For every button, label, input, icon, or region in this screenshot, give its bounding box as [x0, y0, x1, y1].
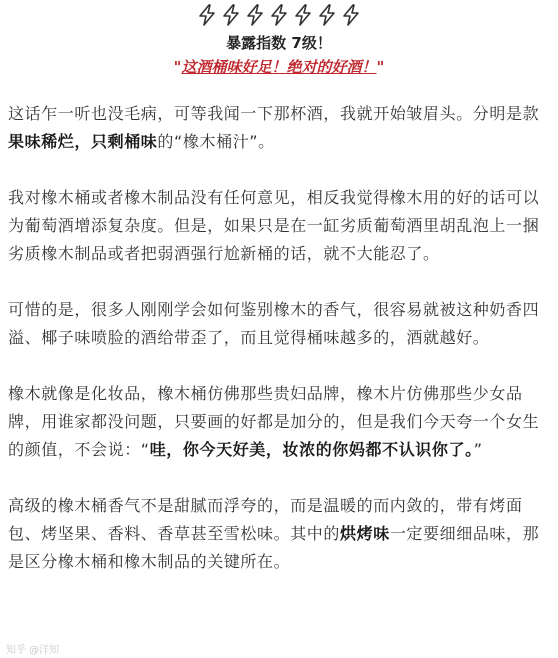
lightning-rating	[0, 4, 558, 28]
exposure-index-title: 暴露指数 7级！	[226, 34, 332, 52]
watermark: 知乎 @洋知	[6, 645, 60, 656]
quote-close-mark: "	[376, 58, 385, 76]
emphasis-text: 烘烤味	[340, 524, 390, 543]
paragraph-text: 这话乍一听也没毛病，可等我闻一下那杯酒，我就开始皱眉头。分明是款	[8, 104, 540, 123]
lightning-bolt-icon	[341, 4, 361, 26]
paragraph-5	[8, 492, 550, 576]
paragraph-1	[8, 100, 550, 156]
paragraph-text: 一定要细细品味，那是区分橡木桶和橡木制品的关键所在。	[8, 524, 540, 571]
paragraph-text: 高级的橡木桶香气不是甜腻而浮夸的，而是温暖的而内敛的，带有烤面包、烤坚果、香料、香草甚至雪松味。其中的	[8, 496, 523, 543]
paragraph-3	[8, 296, 550, 352]
paragraph-text: 的“橡木桶汁”。	[157, 132, 275, 151]
paragraph-2	[8, 184, 550, 268]
lightning-bolt-icon	[269, 4, 289, 26]
article-header	[0, 0, 558, 78]
lightning-bolt-icon	[197, 4, 217, 26]
quote-text: 这酒桶味好足！绝对的好酒！	[181, 58, 377, 76]
paragraph-text: 可惜的是，很多人刚刚学会如何鉴别橡木的香气，很容易就被这种奶香四溢、椰子味喷脸的酒给带歪了，而且觉得桶味越多的，酒就越好。	[8, 300, 540, 347]
paragraph-text: ”	[473, 440, 483, 459]
lightning-bolt-icon	[317, 4, 337, 26]
lightning-bolt-icon	[245, 4, 265, 26]
lightning-bolt-icon	[293, 4, 313, 26]
highlight-quote	[0, 56, 558, 78]
lightning-bolt-icon	[221, 4, 241, 26]
paragraph-text: 我对橡木桶或者橡木制品没有任何意见，相反我觉得橡木用的好的话可以为葡萄酒增添复杂度。但是，如果只是在一缸劣质葡萄酒里胡乱泡上一捆劣质橡木制品或者把弱酒强行尬新桶的话，就不大能忍了。	[8, 188, 540, 263]
paragraph-text: 橡木就像是化妆品，橡木桶仿佛那些贵妇品牌，橡木片仿佛那些少女品牌，用谁家都没问题，只要画的好都是加分的，但是我们今天夸一个女生的颜值，不会说：“	[8, 384, 540, 459]
emphasis-text: 哇，你今天好美，妆浓的你妈都不认识你了。	[149, 440, 474, 459]
emphasis-text: 果味稀烂，只剩桶味	[8, 132, 158, 151]
quote-open-mark: "	[173, 58, 182, 76]
paragraph-4	[8, 380, 550, 464]
article-body	[0, 100, 558, 576]
